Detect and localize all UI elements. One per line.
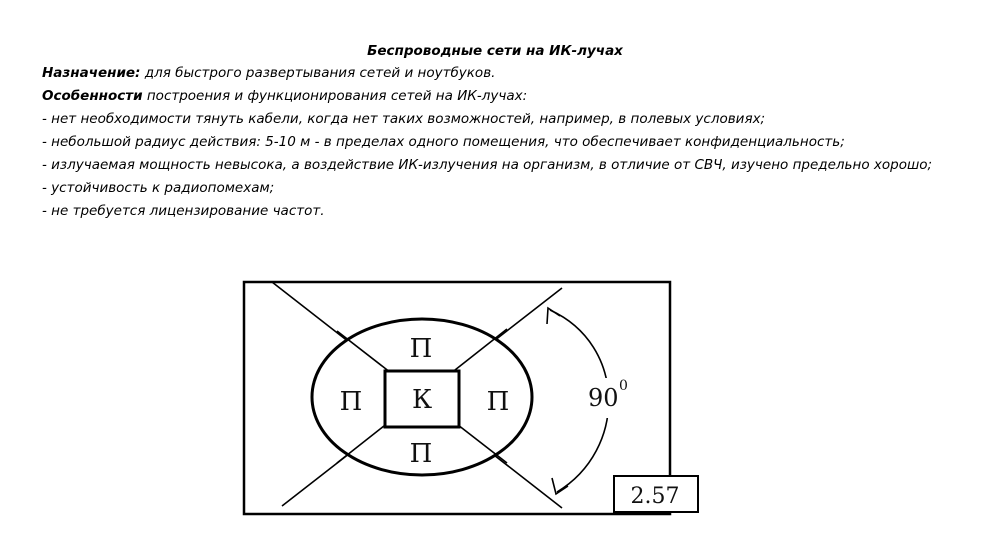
purpose-line (9, 62, 959, 85)
features-line (9, 85, 959, 108)
figure-diagram (242, 280, 680, 520)
sector-label-top: П (409, 334, 433, 364)
purpose-text: для быстрого развертывания сетей и ноутбуков. (140, 65, 496, 81)
purpose-label: Назначение: (42, 65, 141, 81)
features-label: Особенности (42, 88, 143, 104)
sector-label-right: П (486, 387, 510, 417)
list-item-power: - излучаемая мощность невысока, а воздействие ИК-излучения на организм, в отличие от СВЧ, изучено предельно хорошо; (42, 157, 933, 173)
angle-degree: 0 (619, 378, 628, 394)
list-item-radius: - небольшой радиус действия: 5-10 м - в пределах одного помещения, что обеспечивает конфиденциальность; (42, 134, 845, 150)
text-block (9, 62, 959, 223)
features-text: построения и функционирования сетей на ИК-лучах: (142, 88, 528, 104)
sector-label-left: П (339, 387, 363, 417)
hub-label: К (411, 385, 433, 415)
network-figure (242, 280, 680, 520)
figure-number: 2.57 (630, 484, 680, 509)
angle-arrow-top (547, 308, 560, 324)
angle-value: 90 (588, 384, 619, 412)
slide-title: Беспроводные сети на ИК-лучах (367, 43, 623, 59)
list-item-cables: - нет необходимости тянуть кабели, когда нет таких возможностей, например, в полевых условиях; (42, 111, 766, 127)
list-item-licensing: - не требуется лицензирование частот. (42, 203, 325, 219)
list-item-interference: - устойчивость к радиопомехам; (42, 180, 275, 196)
sector-label-bottom: П (409, 439, 433, 469)
